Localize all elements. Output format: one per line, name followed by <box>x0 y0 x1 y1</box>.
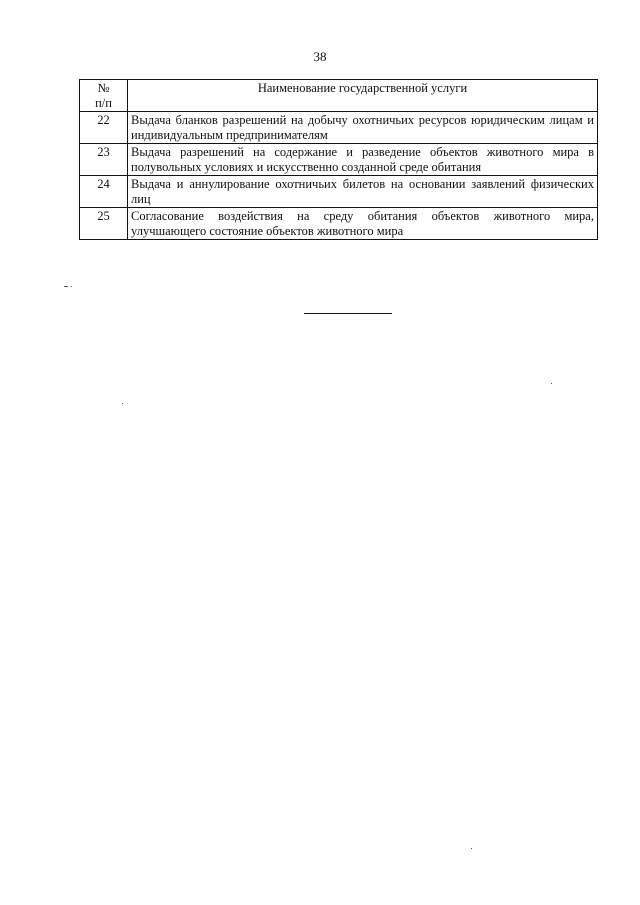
services-table <box>79 79 598 240</box>
table-row <box>80 176 598 208</box>
header-number-abbr: п/п <box>95 95 112 110</box>
table-row <box>80 208 598 240</box>
scan-speck <box>71 286 72 287</box>
row-number: 22 <box>80 112 128 144</box>
table-row <box>80 144 598 176</box>
page-number: 38 <box>313 49 327 64</box>
row-number: 23 <box>80 144 128 176</box>
row-service-name: Выдача бланков разрешений на добычу охотничьих ресурсов юридическим лицам и индивидуальным предпринимателям <box>128 112 598 144</box>
header-number-symbol: № <box>97 81 110 95</box>
scan-speck <box>64 286 68 287</box>
table-row <box>80 112 598 144</box>
header-service-name: Наименование государственной услуги <box>128 80 598 112</box>
row-number: 24 <box>80 176 128 208</box>
row-service-name: Согласование воздействия на среду обитания объектов животного мира, улучшающего состояние объектов животного мира <box>128 208 598 240</box>
row-number: 25 <box>80 208 128 240</box>
scan-speck <box>471 848 472 849</box>
end-rule <box>304 313 392 314</box>
header-number <box>80 80 128 112</box>
row-service-name: Выдача разрешений на содержание и разведение объектов животного мира в полувольных условиях и искусственно созданной среде обитания <box>128 144 598 176</box>
row-service-name: Выдача и аннулирование охотничьих билетов на основании заявлений физических лиц <box>128 176 598 208</box>
table-header-row <box>80 80 598 112</box>
scan-speck <box>122 403 123 404</box>
scan-speck <box>551 383 552 384</box>
